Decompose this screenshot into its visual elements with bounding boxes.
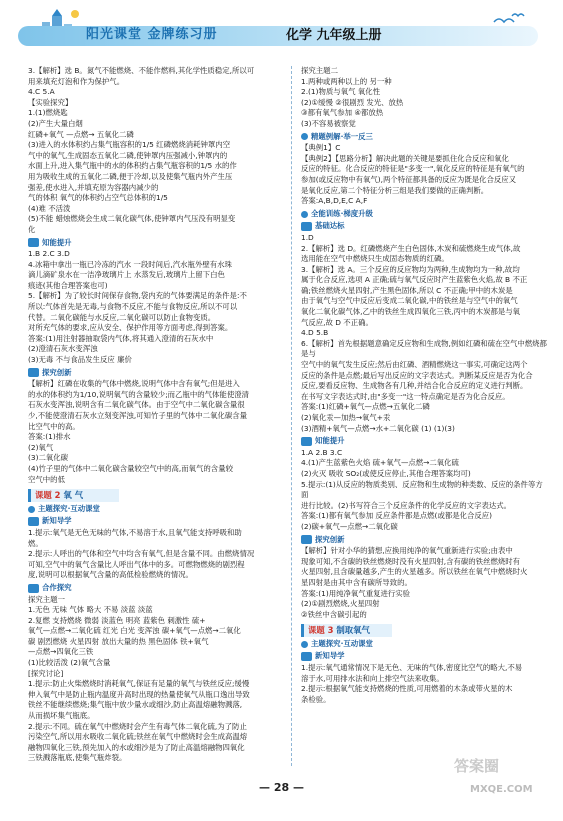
section-icon	[28, 238, 39, 247]
text-line: 三铁溅落瓶底,使集气瓶炸裂。	[28, 753, 127, 763]
left-column	[28, 66, 282, 764]
right-column	[301, 66, 549, 705]
lesson-heading: 课题 3 制取氧气	[301, 624, 392, 637]
text-line: 强差,使水进入,并填充原为容器内减少的	[28, 182, 159, 192]
text-line: 气反应,故 D 不正确。	[301, 317, 373, 327]
text-line: 【解析】红磷在收集的气体中燃烧,说明气体中含有氧气;但是进入	[28, 379, 240, 389]
text-line: (2)①缓慢 ②很剧烈 发光、放热	[301, 97, 404, 107]
text-line: 6.【解析】首先根据题意确定反应物和生成物,例如红磷和硫在空气中燃烧都是与	[301, 338, 547, 359]
answer-block	[28, 249, 282, 366]
answer-block	[301, 233, 549, 434]
section-heading: 新知导学	[301, 651, 549, 662]
section-heading: 探究创新	[301, 535, 549, 546]
text-line: (3)无毒 不与食品发生反应 廉价	[28, 355, 132, 365]
text-line: 【典例2】【思路分析】解决此题的关键是要抓住化合反应和氧化	[301, 153, 509, 163]
section-icon	[28, 584, 39, 593]
text-line: 答案:(1)红磷+氧气—点燃→五氧化二磷	[301, 402, 430, 412]
text-line: 氧化二氧化碳气体,乙中的铁丝生成四氧化三铁,丙中的木炭都是与氧	[301, 307, 521, 317]
text-line: (3)二氧化碳	[28, 453, 69, 463]
text-line: (2)火灭 吸收 SO₂(或使反应停止,其他合理答案均可)	[301, 468, 471, 478]
section-icon	[28, 368, 39, 377]
answer-block	[28, 379, 282, 485]
text-line: 探究主题二	[301, 66, 338, 75]
text-line: 答案:(1)都有氧气参加 反应条件都是点燃(或都是化合反应)	[301, 511, 493, 521]
text-line: 反应的特征。化合反应的特征是"多变一",氧化反应的特征是有氧气的	[301, 164, 525, 174]
text-line: (2)①剧烈燃烧,火星四射	[301, 599, 380, 609]
text-line: 痕迹(其他合理答案也可)	[28, 280, 108, 290]
section-icon	[301, 652, 312, 661]
text-line: 探究主题一	[28, 594, 65, 604]
section-heading: 全能训练·梯度升级	[301, 209, 549, 220]
text-line: 反应的条件是点燃;最后写出反应的文字表达式。判断某反应是否为化合	[301, 370, 533, 380]
text-line: (2)澄清石灰水变浑浊	[28, 344, 98, 354]
text-line: 水面上升,进入集气瓶中的水的体积约占集气瓶容积的1/5 水的作	[28, 161, 237, 171]
text-line: (5)不能 蜡烛燃烧会生成二氧化碳气体,使钟罩内气压没有明显变	[28, 214, 236, 224]
text-line: 2.【解析】选 D。红磷燃烧产生白色固体,木炭和硫燃烧生成气体,故	[301, 243, 521, 253]
text-line: 属于化合反应,选项 A 正确;硫与氧气反应时产生蓝紫色火焰,故 B 不正	[301, 275, 528, 285]
gear-icon	[301, 133, 308, 140]
text-line: 2.提示:不同。硫在氧气中燃烧时会产生有毒气体二氧化硫,为了防止	[28, 721, 247, 731]
text-line: 答案:(1)用纯净氧气重复进行实验	[301, 588, 411, 598]
text-line: 选用能在空气中燃烧只生成固态物质的红磷。	[301, 254, 449, 264]
answer-block	[301, 143, 549, 207]
text-line: (2)碳+氧气—点燃→二氧化碳	[301, 521, 398, 531]
gear-icon	[28, 506, 35, 513]
text-line: 1.B 2.C 3.D	[28, 249, 70, 259]
text-line: 在书写文字表达式时,由"多变一"这一特点确定是否为化合反应。	[301, 391, 510, 401]
text-line: (3)进入的水体积约占集气瓶容积的1/5 红磷燃烧消耗钟罩内空	[28, 140, 231, 150]
text-line: 答案:(1)用注射器抽取袋内气体,将其通入澄清的石灰水中	[28, 333, 214, 343]
text-line: 现象可知,不含碳的铁丝燃烧时没有火星四射,含有碳的铁丝燃烧时有	[301, 556, 521, 566]
lesson-heading: 课题 2 氧 气	[28, 489, 119, 502]
answer-block	[28, 66, 282, 236]
birds-icon	[492, 10, 528, 32]
text-line: 【解析】针对小华的猜想,应换用纯净的氧气重新进行实验;由表中	[301, 546, 513, 556]
text-line: 2.提示:根据氧气能支持燃烧的性质,可用燃着的木条或带火星的木	[301, 684, 513, 694]
section-heading: 知能提升	[301, 436, 549, 447]
text-line: 4.(1)产生蓝紫色火焰 硫+氧气—点燃→二氧化硫	[301, 458, 459, 468]
text-line: 条检验。	[301, 694, 331, 704]
text-line: 污染空气,所以用水吸收二氧化硫;铁丝在氧气中燃烧时会生成高温熔	[28, 732, 248, 742]
text-line: 2.复燃 支持燃烧 微弱 淡蓝色 明亮 蓝紫色 刺激性 硫+	[28, 615, 206, 625]
text-line: 【实验探究】	[28, 97, 73, 107]
text-line: —点燃→四氧化三铁	[28, 647, 94, 657]
text-line: 5.【解析】为了较长时间保存食物,袋内充的气体要满足的条件是:不	[28, 291, 247, 301]
section-heading: 新知导学	[28, 516, 282, 527]
column-divider	[291, 66, 292, 766]
text-line: 用来填充灯泡和作为保护气。	[28, 76, 125, 86]
text-line: 碳 剧烈燃烧 火星四射 放出大量的热 黑色固体 铁+氧气	[28, 636, 209, 646]
text-line: 1.提示:防止火柴燃烧时消耗氧气,保证有足量的氧气与铁丝反应;缓慢	[28, 679, 250, 689]
text-line: 红磷+氧气 —点燃→ 五氧化二磷	[28, 129, 134, 139]
answer-block	[28, 595, 282, 765]
text-line: 答案:A,B,D,E,C A,F	[301, 196, 368, 206]
text-line: 4.冰箱中拿出一瓶已冷冻的汽水 一段时间后,汽水瓶外壁有水珠	[28, 259, 232, 269]
answer-block	[301, 448, 549, 533]
text-line: (2)产生大量白烟	[28, 118, 83, 128]
text-line: 滴儿滴矿泉水在一洁净玻璃片上 水蒸发后,玻璃片上留下白色	[28, 270, 225, 280]
text-line: 的水的体积约为1/10,说明氧气的含量较少;而乙瓶中的气体能使澄清	[28, 389, 249, 399]
text-line: 气中的氧气,生成固态五氧化二磷,使钟罩内压强减小,钟罩内的	[28, 150, 228, 160]
text-line: 度,说明可以根据氧气含量的高低检验燃烧的情况。	[28, 570, 193, 580]
text-line: (1)比较活泼 (2)氧气含量	[28, 658, 111, 668]
text-line: 1.A 2.B 3.C	[301, 447, 343, 457]
text-line: 3.【解析】选 A。三个反应的反应物均为两种,生成物均为一种,故均	[301, 264, 520, 274]
text-line: 星四射是由其中含有碳所导致的。	[301, 577, 412, 587]
text-line: 比空气中的高。	[28, 421, 80, 431]
text-line: 可知,空气中的氧气含量比人呼出气体中的多。可燃物燃烧的剧烈程	[28, 559, 245, 569]
gear-icon	[301, 641, 308, 648]
text-line: 少,不能使澄清石灰水立刻变浑浊,可知竹子里的气体中二氧化碳含量	[28, 411, 248, 420]
text-line: 由于氧气与空气中反应后变成二氧化碳,中的铁丝是与空气中的氧气	[301, 296, 518, 306]
page-header	[0, 0, 563, 62]
text-line: 化	[28, 224, 36, 234]
section-heading: 精题例解·举一反三	[301, 132, 549, 143]
answer-block	[301, 66, 549, 130]
text-line: 铁丝不能继续燃烧;集气瓶中放少量水或细沙,防止高温熔融物溅落,	[28, 700, 243, 710]
text-line: 1.无色 无味 气体 略大 不易 淡蓝 淡蓝	[28, 605, 153, 615]
section-heading: 主题探究·互动课堂	[28, 504, 282, 515]
section-heading: 基础达标	[301, 221, 549, 232]
text-line: 空气中的低	[28, 474, 65, 484]
text-line: 2.提示:人呼出的气体和空气中均含有氧气,但是含量不同。由燃烧情况	[28, 549, 255, 559]
gear-icon	[301, 211, 308, 218]
text-line: ③都有氧气参加 ④都放热	[301, 108, 384, 118]
answer-block	[301, 546, 549, 620]
section-heading: 合作探究	[28, 583, 282, 594]
text-line: [探究讨论]	[28, 668, 64, 678]
text-line: 对所充气体的要求,应从安全、保护作用等方面考虑,得到答案。	[28, 323, 233, 333]
section-heading: 探究创新	[28, 368, 282, 379]
text-line: 1.两种或两种以上的 另一种	[301, 76, 392, 86]
section-icon	[301, 222, 312, 231]
text-line: 4.C 5.A	[28, 87, 55, 97]
text-line: (2)氧气	[28, 442, 54, 452]
text-line: 伸入氧气中是防止瓶内温度升高时出现的热量使氧气从瓶口逸出导致	[28, 689, 250, 699]
text-line: 氧气—点燃→二氧化硫 红光 白光 变浑浊 碳+氧气—点燃→二氧化	[28, 626, 241, 636]
text-line: 4.D 5.B	[301, 328, 329, 338]
text-line: 燃。	[28, 538, 43, 548]
text-line: 火星四射,且含碳量越多,产生的火星越多。所以铁丝在氧气中燃烧时火	[301, 567, 528, 577]
text-line: 参加(或反应物中有氧气),两个特征都具备的反应为既是化合反应又	[301, 174, 517, 184]
answer-block	[301, 663, 549, 705]
text-line: 1.提示:氧气通常情况下是无色、无味的气体,密度比空气的略大,不易	[301, 663, 523, 673]
subject-title: 化学 九年级上册	[286, 28, 382, 43]
text-line: 3.【解析】选 B。氮气不能燃烧、不能作燃料,其化学性质稳定,所以可	[28, 66, 255, 75]
text-line: 1.提示:氧气是无色无味的气体,不易溶于水,且氧气能支持呼吸和助	[28, 527, 242, 537]
brand-title: 阳光课堂 金牌练习册	[86, 27, 218, 42]
text-line: (2)氧化汞—加热→氧气+汞	[301, 413, 391, 422]
page-number: — 28 —	[259, 781, 304, 794]
text-line: ②铁丝中含碳引起的	[301, 609, 367, 619]
text-line: (4)竹子里的气体中二氧化碳含量较空气中的高,而氧气的含量较	[28, 463, 233, 473]
watermark-logo: 答案圈	[454, 757, 500, 775]
text-line: 5.提示:(1)从反应的物质类别、反应物和生成物的种类数、反应的条件等方面	[301, 479, 543, 500]
text-line: (4)难 不活泼	[28, 203, 71, 213]
text-line: 用为吸收生成的五氧化二磷,便于冷却,以及使集气瓶内外产生压	[28, 171, 233, 181]
text-line: 【典例1】C	[301, 143, 341, 153]
section-heading: 知能提升	[28, 238, 282, 249]
text-line: 气的体积 氧气的体积约占空气总体积的1/5	[28, 193, 168, 203]
text-line: 代替。二氧化碳能与水反应,二氧化碳可以防止食物变质。	[28, 312, 216, 322]
text-line: 融物四氧化三铁,预先加入的水或细沙是为了防止高温熔融物四氧化	[28, 742, 245, 752]
answer-block	[28, 528, 282, 581]
section-icon	[301, 535, 312, 544]
text-line: (3)酒精+氧气—点燃→水+二氧化碳 (1) (1)(3)	[301, 423, 455, 433]
text-line: 进行比较。(2)书写符合三个反应条件的化学反应的文字表达式。	[301, 500, 512, 510]
text-line: 石灰水变浑浊,说明含有二氧化碳气体。由于空气中二氧化碳含量很	[28, 400, 245, 410]
text-line: 从而损坏集气瓶底。	[28, 711, 95, 721]
text-line: 是氧化反应,第二个特征分析三组是我们要做的正确判断。	[301, 185, 489, 195]
text-line: 答案:(1)排水	[28, 432, 71, 442]
text-line: 所以:气体首先是无毒,与食物不反应,不能与食物反应,所以不可以	[28, 302, 238, 312]
section-icon	[301, 437, 312, 446]
text-line: 1.(1)燃烧匙	[28, 108, 68, 118]
text-line: 空气中的氧气发生反应;然后由红磷、酒精燃烧这一事实,可确定这两个	[301, 360, 528, 370]
text-line: (3)不容易被察觉	[301, 118, 356, 128]
watermark-url: MXQE.COM	[470, 784, 533, 795]
text-line: 2.(1)物质与氧气 氧化性	[301, 87, 380, 97]
text-line: 溶于水,可用排水法和向上排空气法来收集。	[301, 673, 444, 683]
text-line: 1.D	[301, 232, 314, 242]
text-line: 反应,要看反应物、生成物各有几种,并结合化合反应的定义进行判断。	[301, 381, 528, 391]
section-icon	[28, 517, 39, 526]
text-line: 确;铁丝燃烧火星四射,产生黑色固体,所以 C 不正确;甲中的木炭是	[301, 285, 513, 295]
section-heading: 主题探究·互动课堂	[301, 639, 549, 650]
